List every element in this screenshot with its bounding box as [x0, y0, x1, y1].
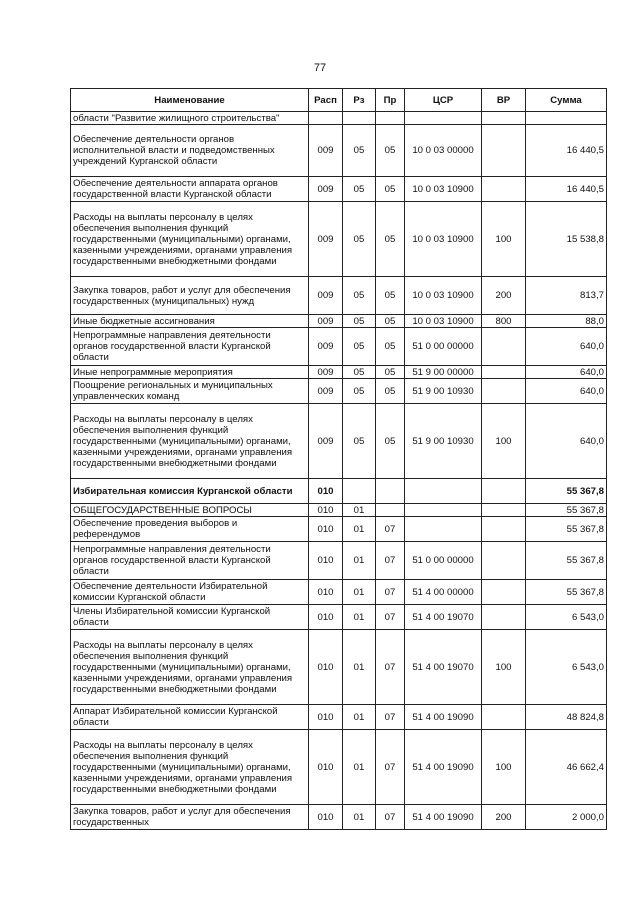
cell-name: Иные бюджетные ассигнования [71, 315, 309, 328]
cell-rasp: 010 [309, 479, 343, 504]
cell-name: Обеспечение деятельности Избирательной комиссии Курганской области [71, 580, 309, 605]
cell-vr [482, 112, 526, 125]
table-row [71, 125, 607, 177]
cell-rasp: 009 [309, 366, 343, 379]
cell-pr: 07 [376, 580, 405, 605]
cell-vr [482, 517, 526, 542]
cell-rasp: 010 [309, 730, 343, 805]
cell-pr: 07 [376, 630, 405, 705]
cell-sum: 48 824,8 [526, 705, 607, 730]
cell-name: Поощрение региональных и муниципальных управленческих команд [71, 379, 309, 404]
table-row [71, 605, 607, 630]
cell-rasp: 009 [309, 328, 343, 366]
cell-rz: 05 [343, 379, 376, 404]
cell-csr: 51 9 00 10930 [405, 404, 482, 479]
cell-name: области "Развитие жилищного строительства" [71, 112, 309, 125]
column-header-rz: Рз [343, 89, 376, 112]
cell-name: Расходы на выплаты персоналу в целях обеспечения выполнения функций государственными (муниципальными) органами, казенными учреждениями, органами управления государственными внебюджетными фондами [71, 202, 309, 277]
cell-csr [405, 479, 482, 504]
cell-csr: 10 0 03 00000 [405, 125, 482, 177]
cell-vr [482, 479, 526, 504]
cell-vr [482, 705, 526, 730]
cell-rz: 05 [343, 404, 376, 479]
cell-csr: 10 0 03 10900 [405, 277, 482, 315]
cell-sum: 640,0 [526, 404, 607, 479]
cell-vr: 100 [482, 730, 526, 805]
table-row [71, 479, 607, 504]
cell-rasp: 009 [309, 125, 343, 177]
cell-sum: 16 440,5 [526, 125, 607, 177]
cell-pr: 05 [376, 404, 405, 479]
cell-csr: 51 4 00 19090 [405, 805, 482, 830]
table-row [71, 580, 607, 605]
cell-name: Расходы на выплаты персоналу в целях обеспечения выполнения функций государственными (муниципальными) органами, казенными учреждениями, органами управления государственными внебюджетными фондами [71, 730, 309, 805]
cell-vr: 200 [482, 277, 526, 315]
cell-rz [343, 479, 376, 504]
cell-rz: 01 [343, 542, 376, 580]
cell-rz: 01 [343, 730, 376, 805]
cell-csr: 51 4 00 19090 [405, 705, 482, 730]
cell-sum: 640,0 [526, 366, 607, 379]
cell-rasp: 009 [309, 315, 343, 328]
cell-rasp: 009 [309, 379, 343, 404]
cell-vr: 100 [482, 404, 526, 479]
table-row [71, 630, 607, 705]
cell-rasp: 010 [309, 504, 343, 517]
cell-csr: 51 9 00 10930 [405, 379, 482, 404]
cell-csr [405, 112, 482, 125]
cell-csr: 51 9 00 00000 [405, 366, 482, 379]
cell-rasp: 009 [309, 177, 343, 202]
cell-name: Расходы на выплаты персоналу в целях обеспечения выполнения функций государственными (муниципальными) органами, казенными учреждениями, органами управления государственными внебюджетными фондами [71, 630, 309, 705]
cell-pr: 05 [376, 202, 405, 277]
cell-sum: 640,0 [526, 328, 607, 366]
cell-vr [482, 125, 526, 177]
column-header-csr: ЦСР [405, 89, 482, 112]
cell-rasp: 010 [309, 705, 343, 730]
cell-pr [376, 112, 405, 125]
cell-name: Избирательная комиссия Курганской области [71, 479, 309, 504]
cell-rasp: 009 [309, 202, 343, 277]
table-header-row [71, 89, 607, 112]
cell-name: Закупка товаров, работ и услуг для обеспечения государственных [71, 805, 309, 830]
cell-rz: 05 [343, 366, 376, 379]
cell-vr [482, 328, 526, 366]
cell-vr [482, 580, 526, 605]
cell-pr: 05 [376, 277, 405, 315]
table-row [71, 517, 607, 542]
cell-pr [376, 504, 405, 517]
cell-csr: 10 0 03 10900 [405, 315, 482, 328]
cell-rz: 01 [343, 517, 376, 542]
cell-csr: 51 4 00 19070 [405, 630, 482, 705]
cell-csr: 51 4 00 00000 [405, 580, 482, 605]
cell-csr: 51 0 00 00000 [405, 328, 482, 366]
cell-csr: 10 0 03 10900 [405, 177, 482, 202]
table-row [71, 805, 607, 830]
cell-rz: 01 [343, 630, 376, 705]
cell-rasp: 010 [309, 517, 343, 542]
cell-vr: 100 [482, 630, 526, 705]
cell-rasp: 010 [309, 630, 343, 705]
table-row [71, 379, 607, 404]
column-header-vr: ВР [482, 89, 526, 112]
cell-csr: 51 0 00 00000 [405, 542, 482, 580]
cell-name: Непрограммные направления деятельности органов государственной власти Курганской области [71, 542, 309, 580]
table-row [71, 542, 607, 580]
cell-pr: 07 [376, 542, 405, 580]
cell-pr: 05 [376, 125, 405, 177]
cell-sum: 55 367,8 [526, 580, 607, 605]
column-header-sum: Сумма [526, 89, 607, 112]
cell-vr [482, 605, 526, 630]
cell-rasp [309, 112, 343, 125]
cell-rz: 05 [343, 177, 376, 202]
table-row [71, 705, 607, 730]
table-row [71, 202, 607, 277]
cell-rz: 01 [343, 580, 376, 605]
cell-pr: 05 [376, 315, 405, 328]
cell-pr: 05 [376, 328, 405, 366]
cell-sum: 15 538,8 [526, 202, 607, 277]
cell-pr: 05 [376, 177, 405, 202]
cell-vr [482, 366, 526, 379]
cell-sum: 55 367,8 [526, 504, 607, 517]
cell-rz: 01 [343, 605, 376, 630]
cell-name: Иные непрограммные мероприятия [71, 366, 309, 379]
cell-rz: 01 [343, 705, 376, 730]
cell-name: Члены Избирательной комиссии Курганской области [71, 605, 309, 630]
cell-vr [482, 379, 526, 404]
cell-rasp: 010 [309, 542, 343, 580]
cell-rz: 01 [343, 805, 376, 830]
column-header-pr: Пр [376, 89, 405, 112]
cell-name: Расходы на выплаты персоналу в целях обеспечения выполнения функций государственными (муниципальными) органами, казенными учреждениями, органами управления государственными внебюджетными фондами [71, 404, 309, 479]
cell-vr [482, 177, 526, 202]
table-row [71, 366, 607, 379]
cell-csr [405, 504, 482, 517]
cell-name: Обеспечение проведения выборов и референдумов [71, 517, 309, 542]
column-header-name: Наименование [71, 89, 309, 112]
cell-sum: 55 367,8 [526, 542, 607, 580]
cell-name: Аппарат Избирательной комиссии Курганской области [71, 705, 309, 730]
cell-pr: 07 [376, 730, 405, 805]
cell-rasp: 010 [309, 605, 343, 630]
table-row [71, 112, 607, 125]
cell-pr [376, 479, 405, 504]
cell-vr [482, 542, 526, 580]
cell-vr: 100 [482, 202, 526, 277]
cell-name: Обеспечение деятельности аппарата органов государственной власти Курганской области [71, 177, 309, 202]
cell-vr: 800 [482, 315, 526, 328]
cell-pr: 07 [376, 705, 405, 730]
cell-sum: 813,7 [526, 277, 607, 315]
cell-rz: 05 [343, 202, 376, 277]
cell-name: Непрограммные направления деятельности органов государственной власти Курганской области [71, 328, 309, 366]
cell-name: ОБЩЕГОСУДАРСТВЕННЫЕ ВОПРОСЫ [71, 504, 309, 517]
cell-sum: 6 543,0 [526, 630, 607, 705]
cell-name: Обеспечение деятельности органов исполнительной власти и подведомственных учреждений Курганской области [71, 125, 309, 177]
cell-pr: 07 [376, 805, 405, 830]
cell-rasp: 010 [309, 805, 343, 830]
cell-pr: 05 [376, 366, 405, 379]
cell-vr: 200 [482, 805, 526, 830]
cell-sum: 16 440,5 [526, 177, 607, 202]
cell-sum: 88,0 [526, 315, 607, 328]
cell-sum: 6 543,0 [526, 605, 607, 630]
cell-name: Закупка товаров, работ и услуг для обеспечения государственных (муниципальных) нужд [71, 277, 309, 315]
cell-csr: 51 4 00 19090 [405, 730, 482, 805]
cell-vr [482, 504, 526, 517]
cell-csr: 10 0 03 10900 [405, 202, 482, 277]
cell-pr: 05 [376, 379, 405, 404]
table-row [71, 315, 607, 328]
budget-table [70, 88, 607, 830]
column-header-rasp: Расп [309, 89, 343, 112]
cell-csr [405, 517, 482, 542]
cell-sum: 640,0 [526, 379, 607, 404]
cell-sum: 55 367,8 [526, 517, 607, 542]
table-row [71, 730, 607, 805]
cell-sum: 46 662,4 [526, 730, 607, 805]
table-row [71, 328, 607, 366]
cell-pr: 07 [376, 605, 405, 630]
table-row [71, 177, 607, 202]
page-number: 77 [313, 62, 327, 74]
cell-sum: 2 000,0 [526, 805, 607, 830]
table-row [71, 504, 607, 517]
cell-sum [526, 112, 607, 125]
cell-pr: 07 [376, 517, 405, 542]
cell-sum: 55 367,8 [526, 479, 607, 504]
cell-rz: 05 [343, 277, 376, 315]
cell-rz: 05 [343, 328, 376, 366]
cell-rasp: 009 [309, 404, 343, 479]
cell-rasp: 009 [309, 277, 343, 315]
cell-rz: 05 [343, 125, 376, 177]
cell-csr: 51 4 00 19070 [405, 605, 482, 630]
cell-rz: 05 [343, 315, 376, 328]
table-row [71, 277, 607, 315]
cell-rz: 01 [343, 504, 376, 517]
cell-rz [343, 112, 376, 125]
table-row [71, 404, 607, 479]
cell-rasp: 010 [309, 580, 343, 605]
